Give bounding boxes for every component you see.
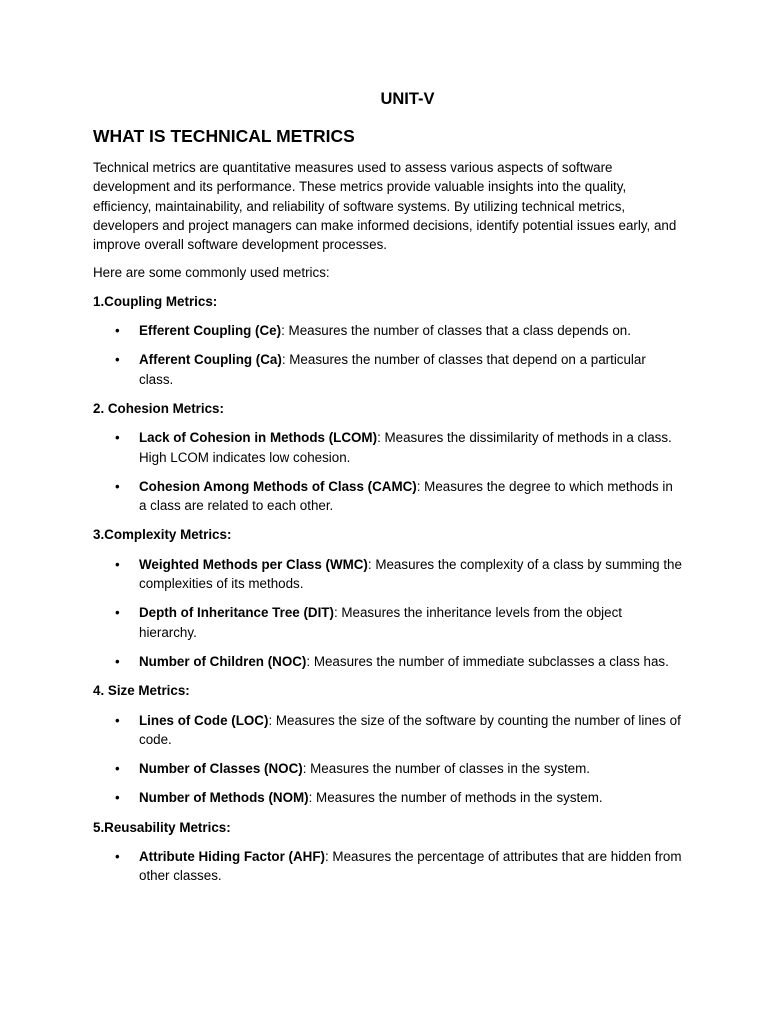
metric-description: : Measures the size of the software by counting the number of lines of code. <box>139 712 681 747</box>
group-title-complexity: 3.Complexity Metrics: <box>93 527 232 543</box>
metric-description: : Measures the number of methods in the system. <box>308 790 603 806</box>
metric-list-cohesion <box>93 428 682 515</box>
metric-term: Lack of Cohesion in Methods (LCOM) <box>139 430 378 446</box>
metric-term: Efferent Coupling (Ce) <box>139 323 282 339</box>
group-title-size: 4. Size Metrics: <box>93 683 190 699</box>
group-title-reusability: 5.Reusability Metrics: <box>93 819 231 835</box>
list-item <box>93 603 682 642</box>
bullet-icon: • <box>115 352 120 368</box>
list-item <box>93 477 682 516</box>
list-item <box>93 759 682 778</box>
metric-term: Afferent Coupling (Ca) <box>139 352 282 368</box>
metric-list-size <box>93 711 682 808</box>
metric-description: : Measures the inheritance levels from the object hierarchy. <box>139 605 622 640</box>
unit-title: UNIT-V <box>380 90 435 108</box>
bullet-icon: • <box>115 556 120 572</box>
metric-term: Number of Classes (NOC) <box>139 761 303 777</box>
bullet-icon: • <box>115 323 120 339</box>
metric-description: : Measures the number of classes in the system. <box>302 761 590 777</box>
metric-description: : Measures the percentage of attributes that are hidden from other classes. <box>139 849 682 884</box>
metric-term: Cohesion Among Methods of Class (CAMC) <box>139 478 417 494</box>
metric-term: Weighted Methods per Class (WMC) <box>139 556 368 572</box>
metric-list-reusability <box>93 847 682 886</box>
intro-paragraph: Technical metrics are quantitative measures used to assess various aspects of software development and its performance. These metrics provide valuable insights into the quality, efficiency, maintainability, and reliability of software systems. By utilizing technical metrics, developers and project managers can make informed decisions, identify potential issues early, and improve overall software development processes. <box>93 160 677 253</box>
metric-description: : Measures the degree to which methods in a class are related to each other. <box>139 478 673 514</box>
bullet-icon: • <box>115 849 120 865</box>
list-item <box>93 847 682 886</box>
metric-term: Number of Methods (NOM) <box>139 790 309 806</box>
metric-term: Number of Children (NOC) <box>139 653 307 669</box>
metric-description: : Measures the dissimilarity of methods in a class. High LCOM indicates low cohesion. <box>139 430 672 465</box>
list-item <box>93 555 682 594</box>
group-title-cohesion: 2. Cohesion Metrics: <box>93 400 224 416</box>
list-item <box>93 428 682 467</box>
metric-term: Lines of Code (LOC) <box>139 712 269 728</box>
metric-term: Attribute Hiding Factor (AHF) <box>139 849 325 865</box>
bullet-icon: • <box>115 430 120 446</box>
metric-description: : Measures the number of classes that depend on a particular class. <box>139 352 646 387</box>
metric-description: : Measures the complexity of a class by summing the complexities of its methods. <box>139 556 682 592</box>
metric-description: : Measures the number of classes that a class depends on. <box>281 323 631 339</box>
list-item <box>93 652 682 671</box>
bullet-icon: • <box>115 761 120 777</box>
metric-description: : Measures the number of immediate subclasses a class has. <box>306 653 669 669</box>
list-item <box>93 321 682 340</box>
bullet-icon: • <box>115 790 120 806</box>
list-item <box>93 711 682 750</box>
lead-in-paragraph: Here are some commonly used metrics: <box>93 265 330 281</box>
bullet-icon: • <box>115 478 120 494</box>
bullet-icon: • <box>115 653 120 669</box>
metric-term: Depth of Inheritance Tree (DIT) <box>139 605 334 621</box>
list-item <box>93 350 682 389</box>
metric-list-coupling <box>93 321 682 389</box>
bullet-icon: • <box>115 605 120 621</box>
metric-list-complexity <box>93 555 682 671</box>
bullet-icon: • <box>115 712 120 728</box>
group-title-coupling: 1.Coupling Metrics: <box>93 293 218 309</box>
list-item <box>93 788 682 807</box>
section-heading: WHAT IS TECHNICAL METRICS <box>93 126 355 146</box>
